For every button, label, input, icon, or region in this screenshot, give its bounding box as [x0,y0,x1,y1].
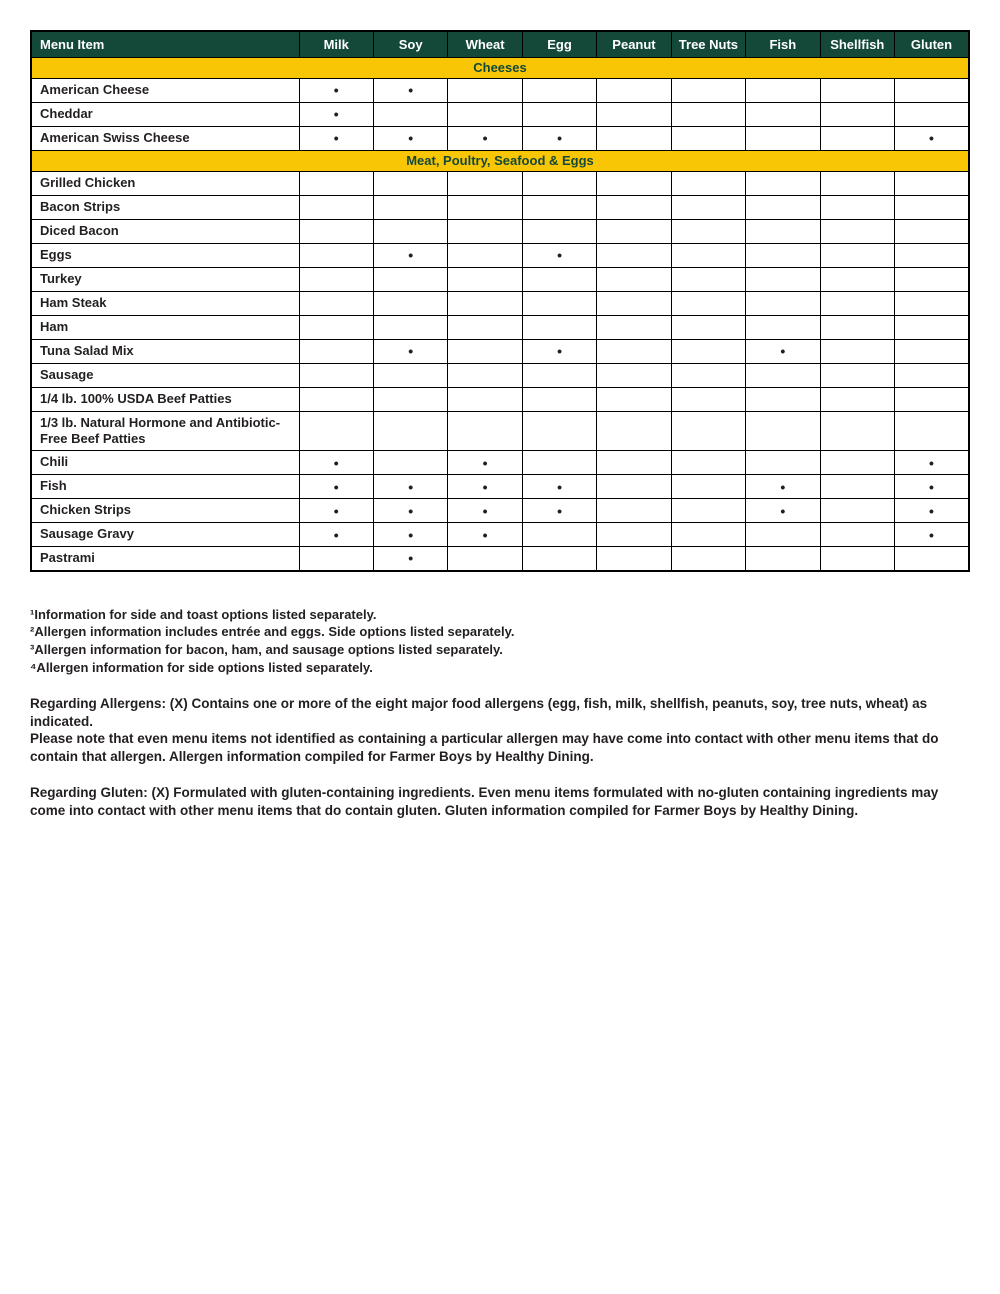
allergen-cell-gluten [895,195,970,219]
allergen-cell-shellfish [820,363,894,387]
allergen-cell-fish [746,243,820,267]
allergen-table [30,30,970,572]
allergen-cell-soy: • [373,243,447,267]
allergen-cell-wheat: • [448,499,522,523]
allergen-cell-gluten [895,547,970,571]
legal-notes [30,695,960,820]
menu-item-cell: Sausage [31,363,299,387]
allergen-cell-milk [299,363,373,387]
allergen-cell-soy [373,411,447,451]
allergen-cell-tree-nuts [671,267,745,291]
allergen-cell-wheat [448,363,522,387]
allergen-cell-fish [746,387,820,411]
allergen-cell-soy: • [373,499,447,523]
allergen-cell-gluten [895,267,970,291]
allergen-cell-milk [299,315,373,339]
allergen-cell-shellfish [820,291,894,315]
allergen-cell-milk [299,195,373,219]
allergen-cell-fish: • [746,475,820,499]
allergen-cell-wheat [448,547,522,571]
allergen-cell-milk [299,267,373,291]
allergen-cell-wheat: • [448,523,522,547]
allergen-cell-milk: • [299,78,373,102]
allergen-cell-peanut [597,363,671,387]
allergen-cell-egg [522,195,596,219]
allergen-cell-soy [373,102,447,126]
allergen-cell-milk [299,243,373,267]
table-row [31,451,969,475]
column-header-peanut: Peanut [597,31,671,57]
allergen-cell-soy: • [373,547,447,571]
column-header-tree-nuts: Tree Nuts [671,31,745,57]
allergen-cell-peanut [597,78,671,102]
footnote-1: ¹Information for side and toast options listed separately. [30,606,377,622]
allergen-cell-egg [522,523,596,547]
allergen-cell-fish [746,102,820,126]
allergen-cell-peanut [597,126,671,150]
column-header-gluten: Gluten [895,31,970,57]
allergen-cell-tree-nuts [671,78,745,102]
allergen-cell-gluten [895,291,970,315]
section-header-row [31,57,969,78]
allergen-cell-shellfish [820,195,894,219]
allergen-cell-fish [746,547,820,571]
allergen-cell-tree-nuts [671,126,745,150]
allergen-cell-fish: • [746,499,820,523]
allergen-cell-milk [299,291,373,315]
allergen-cell-peanut [597,171,671,195]
allergen-cell-wheat [448,339,522,363]
table-row [31,219,969,243]
allergen-cell-soy [373,315,447,339]
allergen-cell-peanut [597,267,671,291]
allergen-cell-tree-nuts [671,499,745,523]
allergen-cell-fish [746,451,820,475]
menu-item-cell: Diced Bacon [31,219,299,243]
column-header-menu-item: Menu Item [31,31,299,57]
allergen-cell-soy [373,291,447,315]
allergen-cell-shellfish [820,126,894,150]
allergen-cell-tree-nuts [671,387,745,411]
section-header-row [31,150,969,171]
column-header-egg: Egg [522,31,596,57]
allergen-cell-gluten: • [895,499,970,523]
paragraph-gap [30,766,960,784]
allergen-cell-gluten: • [895,451,970,475]
allergen-cell-peanut [597,102,671,126]
allergen-cell-shellfish [820,451,894,475]
menu-item-cell: Grilled Chicken [31,171,299,195]
allergen-cell-peanut [597,451,671,475]
section-title: Meat, Poultry, Seafood & Eggs [31,150,969,171]
table-row [31,291,969,315]
allergen-cell-soy: • [373,523,447,547]
allergen-cell-peanut [597,547,671,571]
column-header-wheat: Wheat [448,31,522,57]
allergen-cell-shellfish [820,475,894,499]
allergen-cell-milk [299,387,373,411]
menu-item-cell: 1/4 lb. 100% USDA Beef Patties [31,387,299,411]
allergen-cell-egg [522,219,596,243]
allergen-cell-tree-nuts [671,339,745,363]
allergen-cell-fish [746,78,820,102]
allergen-cell-fish [746,411,820,451]
table-row [31,411,969,451]
allergen-cell-gluten [895,339,970,363]
allergen-cell-wheat: • [448,451,522,475]
allergen-note-line-1: Regarding Allergens: (X) Contains one or more of the eight major food allergens (egg, fish, milk, shellfish, peanuts, soy, tree nuts, wheat) as indicated. [30,695,928,729]
allergen-cell-soy: • [373,78,447,102]
allergen-cell-tree-nuts [671,243,745,267]
table-row [31,126,969,150]
allergen-cell-shellfish [820,523,894,547]
allergen-cell-tree-nuts [671,219,745,243]
allergen-cell-gluten: • [895,126,970,150]
allergen-cell-wheat [448,315,522,339]
allergen-cell-egg [522,267,596,291]
allergen-cell-egg: • [522,339,596,363]
allergen-cell-egg: • [522,475,596,499]
menu-item-cell: Bacon Strips [31,195,299,219]
allergen-cell-shellfish [820,411,894,451]
allergen-cell-fish [746,291,820,315]
allergen-cell-peanut [597,499,671,523]
allergen-cell-fish [746,315,820,339]
allergen-cell-peanut [597,291,671,315]
allergen-cell-milk: • [299,523,373,547]
menu-item-cell: Chicken Strips [31,499,299,523]
allergen-cell-shellfish [820,102,894,126]
allergen-cell-milk: • [299,102,373,126]
allergen-cell-tree-nuts [671,547,745,571]
allergen-cell-gluten [895,78,970,102]
allergen-cell-shellfish [820,219,894,243]
table-row [31,267,969,291]
allergen-cell-tree-nuts [671,411,745,451]
allergen-cell-egg: • [522,243,596,267]
menu-item-cell: Sausage Gravy [31,523,299,547]
column-header-soy: Soy [373,31,447,57]
table-body [31,57,969,571]
table-row [31,547,969,571]
allergen-cell-fish [746,171,820,195]
allergen-cell-tree-nuts [671,171,745,195]
allergen-cell-gluten [895,411,970,451]
allergen-cell-soy [373,171,447,195]
footnote-3: ³Allergen information for bacon, ham, and sausage options listed separately. [30,642,503,658]
allergen-cell-tree-nuts [671,102,745,126]
allergen-cell-shellfish [820,547,894,571]
allergen-cell-egg [522,547,596,571]
menu-item-cell: Chili [31,451,299,475]
allergen-cell-fish [746,523,820,547]
allergen-cell-wheat [448,291,522,315]
allergen-cell-wheat [448,219,522,243]
table-row [31,78,969,102]
allergen-cell-egg: • [522,126,596,150]
table-row [31,523,969,547]
allergen-cell-gluten [895,171,970,195]
menu-item-cell: American Swiss Cheese [31,126,299,150]
allergen-cell-shellfish [820,499,894,523]
allergen-cell-wheat [448,387,522,411]
allergen-cell-tree-nuts [671,451,745,475]
allergen-cell-wheat: • [448,475,522,499]
allergen-cell-shellfish [820,171,894,195]
allergen-cell-wheat [448,267,522,291]
gluten-note: Regarding Gluten: (X) Formulated with gluten-containing ingredients. Even menu items formulated with no-gluten containing ingredients may come into contact with other menu items that do contain gluten. Gluten information compiled for Farmer Boys by Healthy Dining. [30,784,939,818]
allergen-cell-soy [373,267,447,291]
allergen-cell-tree-nuts [671,195,745,219]
table-row [31,499,969,523]
allergen-cell-egg [522,291,596,315]
allergen-cell-soy [373,195,447,219]
allergen-cell-wheat [448,243,522,267]
allergen-cell-peanut [597,411,671,451]
column-header-fish: Fish [746,31,820,57]
allergen-cell-wheat [448,102,522,126]
allergen-cell-soy: • [373,339,447,363]
menu-item-cell: Eggs [31,243,299,267]
allergen-cell-egg: • [522,499,596,523]
allergen-cell-fish: • [746,339,820,363]
allergen-cell-egg [522,102,596,126]
allergen-cell-gluten: • [895,475,970,499]
table-row [31,339,969,363]
allergen-cell-milk: • [299,499,373,523]
menu-item-cell: Ham [31,315,299,339]
allergen-cell-soy [373,451,447,475]
allergen-cell-milk: • [299,451,373,475]
table-row [31,195,969,219]
table-header [31,31,969,57]
allergen-cell-gluten [895,219,970,243]
allergen-cell-milk [299,411,373,451]
allergen-cell-wheat [448,195,522,219]
allergen-cell-tree-nuts [671,315,745,339]
allergen-cell-peanut [597,475,671,499]
section-title: Cheeses [31,57,969,78]
allergen-cell-egg [522,387,596,411]
table-row [31,171,969,195]
allergen-cell-soy: • [373,126,447,150]
allergen-cell-fish [746,219,820,243]
menu-item-cell: Cheddar [31,102,299,126]
allergen-cell-peanut [597,243,671,267]
allergen-cell-milk [299,171,373,195]
allergen-cell-egg [522,411,596,451]
allergen-cell-egg [522,451,596,475]
allergen-cell-shellfish [820,387,894,411]
allergen-cell-peanut [597,195,671,219]
allergen-cell-fish [746,363,820,387]
allergen-cell-egg [522,78,596,102]
allergen-cell-egg [522,315,596,339]
allergen-cell-shellfish [820,78,894,102]
allergen-cell-shellfish [820,339,894,363]
allergen-cell-shellfish [820,315,894,339]
allergen-cell-tree-nuts [671,523,745,547]
allergen-cell-milk [299,339,373,363]
allergen-cell-soy [373,387,447,411]
menu-item-cell: Turkey [31,267,299,291]
table-row [31,475,969,499]
table-row [31,243,969,267]
table-row [31,387,969,411]
menu-item-cell: Ham Steak [31,291,299,315]
allergen-cell-gluten [895,102,970,126]
allergen-cell-peanut [597,387,671,411]
allergen-cell-milk [299,547,373,571]
allergen-cell-shellfish [820,267,894,291]
allergen-cell-egg [522,363,596,387]
allergen-cell-soy [373,363,447,387]
allergen-cell-milk: • [299,126,373,150]
column-header-shellfish: Shellfish [820,31,894,57]
allergen-note-line-2: Please note that even menu items not identified as containing a particular allergen may have come into contact with other menu items that do contain that allergen. Allergen information compiled for Farmer Boys by Healthy Dining. [30,731,939,765]
footnote-4: ⁴Allergen information for side options listed separately. [30,659,373,675]
allergen-cell-wheat [448,411,522,451]
allergen-cell-fish [746,126,820,150]
allergen-cell-fish [746,267,820,291]
column-header-milk: Milk [299,31,373,57]
allergen-cell-peanut [597,339,671,363]
allergen-cell-tree-nuts [671,475,745,499]
menu-item-cell: 1/3 lb. Natural Hormone and Antibiotic-Free Beef Patties [31,411,299,451]
allergen-cell-shellfish [820,243,894,267]
table-row [31,102,969,126]
footnote-2: ²Allergen information includes entrée and eggs. Side options listed separately. [30,624,515,640]
allergen-cell-wheat [448,171,522,195]
allergen-cell-tree-nuts [671,291,745,315]
allergen-cell-gluten [895,363,970,387]
allergen-cell-peanut [597,315,671,339]
allergen-cell-gluten [895,243,970,267]
table-row [31,315,969,339]
allergen-cell-milk: • [299,475,373,499]
allergen-cell-soy [373,219,447,243]
allergen-cell-gluten: • [895,523,970,547]
footnotes [30,606,970,677]
allergen-cell-gluten [895,387,970,411]
allergen-cell-peanut [597,523,671,547]
allergen-cell-soy: • [373,475,447,499]
menu-item-cell: Pastrami [31,547,299,571]
allergen-cell-peanut [597,219,671,243]
allergen-cell-wheat [448,78,522,102]
menu-item-cell: Fish [31,475,299,499]
table-row [31,363,969,387]
allergen-cell-fish [746,195,820,219]
menu-item-cell: Tuna Salad Mix [31,339,299,363]
menu-item-cell: American Cheese [31,78,299,102]
allergen-cell-wheat: • [448,126,522,150]
allergen-cell-milk [299,219,373,243]
allergen-cell-gluten [895,315,970,339]
table-header-row [31,31,969,57]
allergen-cell-egg [522,171,596,195]
allergen-cell-tree-nuts [671,363,745,387]
